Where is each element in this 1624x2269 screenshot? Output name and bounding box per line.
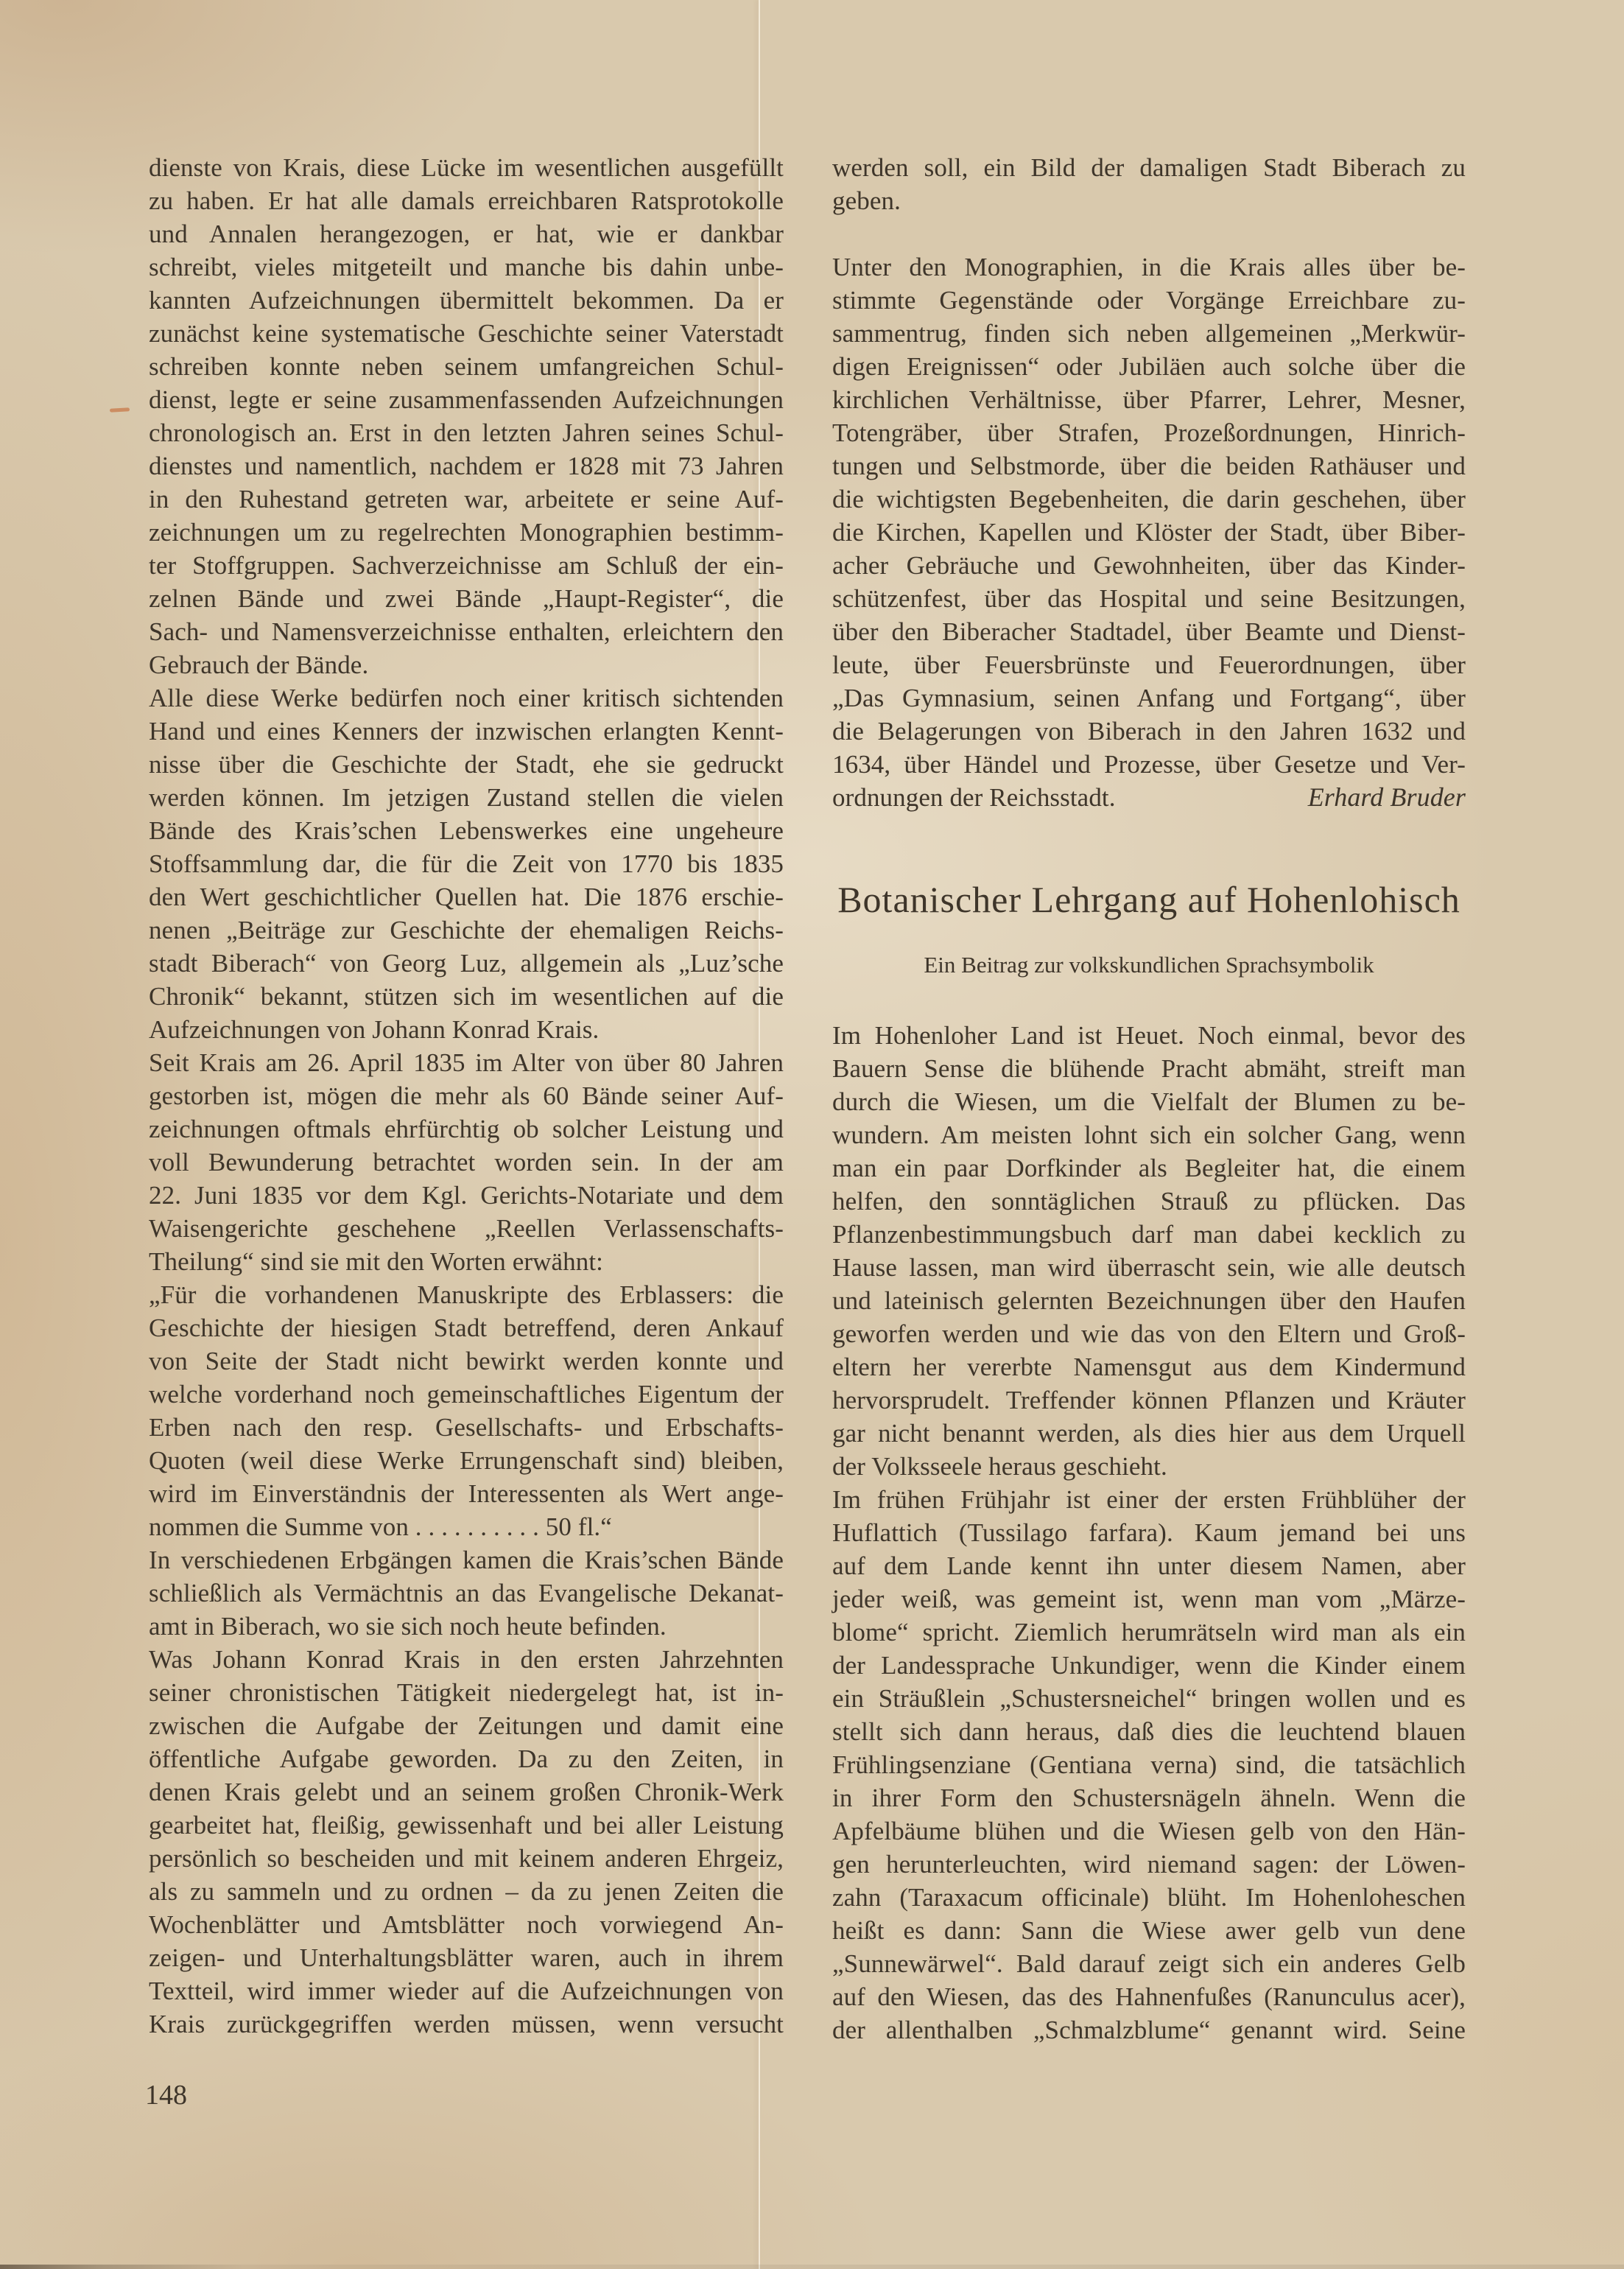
text-line: kannten Aufzeichnungen übermittelt bekommen. Da er (149, 286, 784, 315)
text-line: Krais zurückgegriffen werden müssen, wenn versucht (149, 2010, 784, 2038)
text-line: Bände des Krais’schen Lebenswerkes eine ungeheure (149, 816, 784, 845)
text-line: Erben nach den resp. Gesellschafts- und Erbschafts- (149, 1413, 784, 1442)
signature-line (832, 781, 1466, 814)
text-line: helfen, den sonntäglichen Strauß zu pflücken. Das (832, 1187, 1466, 1216)
text-line: die wichtigsten Begebenheiten, die darin geschehen, über (832, 485, 1466, 513)
text-line: Bauern Sense die blühende Pracht abmäht, streift man (832, 1054, 1466, 1083)
text-line: geworfen werden und wie das von den Eltern und Groß- (832, 1319, 1466, 1348)
article-subheading: Ein Beitrag zur volkskundlichen Sprachsymbolik (924, 952, 1374, 978)
text-line: Hand und eines Kenners der inzwischen erlangten Kennt- (149, 717, 784, 746)
text-line: blome“ spricht. Ziemlich herumrätseln wird man als ein (832, 1618, 1466, 1646)
text-line: die Belagerungen von Biberach in den Jahren 1632 und (832, 717, 1466, 746)
text-line: ein Sträußlein „Schustersneichel“ bringen wollen und es (832, 1684, 1466, 1713)
text-line: gestorben ist, mögen die mehr als 60 Bände seiner Auf- (149, 1081, 784, 1110)
text-line: man ein paar Dorfkinder als Begleiter hat, die einem (832, 1154, 1466, 1182)
text-line: tungen und Selbstmorde, über die beiden Rathäuser und (832, 452, 1466, 480)
text-line: durch die Wiesen, um die Vielfalt der Blumen zu be- (832, 1087, 1466, 1116)
text-line: 1634, über Händel und Prozesse, über Gesetze und Ver- (832, 750, 1466, 779)
text-line: zelnen Bände und zwei Bände „Haupt-Register“, die (149, 584, 784, 613)
text-line: Totengräber, über Strafen, Prozeßordnungen, Hinrich- (832, 418, 1466, 447)
text-line: persönlich so bescheiden und mit keinem anderen Ehrgeiz, (149, 1844, 784, 1873)
text-line: In verschiedenen Erbgängen kamen die Krais’schen Bände (149, 1546, 784, 1574)
text-line: dienste von Krais, diese Lücke im wesentlichen ausgefüllt (149, 153, 784, 182)
text-line: stimmte Gegenstände oder Vorgänge Erreichbare zu- (832, 286, 1466, 315)
text-line: der allenthalben „Schmalzblume“ genannt wird. Seine (832, 2016, 1466, 2044)
text-line: die Kirchen, Kapellen und Klöster der Stadt, über Biber- (832, 518, 1466, 547)
text-line: zeigen- und Unterhaltungsblätter waren, auch in ihrem (149, 1943, 784, 1972)
text-line: schließlich als Vermächtnis an das Evangelische Dekanat- (149, 1579, 784, 1607)
text-line: Stoffsammlung dar, die für die Zeit von 1770 bis 1835 (149, 849, 784, 878)
text-line: und Annalen herangezogen, er hat, wie er dankbar (149, 220, 784, 248)
text-line: „Sunnewärwel“. Bald darauf zeigt sich ein anderes Gelb (832, 1949, 1466, 1978)
text-line: über den Biberacher Stadtadel, über Beamte und Dienst- (832, 617, 1466, 646)
paragraph (832, 250, 1466, 781)
text-line: dienstes und namentlich, nachdem er 1828 mit 73 Jahren (149, 452, 784, 480)
text-line: als zu sammeln und zu ordnen – da zu jenen Zeiten die (149, 1877, 784, 1906)
text-line: 22. Juni 1835 vor dem Kgl. Gerichts-Notariate und dem (149, 1181, 784, 1210)
text-line: ter Stoffgruppen. Sachverzeichnisse am Schluß der ein- (149, 551, 784, 580)
text-line: kirchlichen Verhältnisse, über Pfarrer, Lehrer, Mesner, (832, 385, 1466, 414)
text-line: Was Johann Konrad Krais in den ersten Jahrzehnten (149, 1645, 784, 1674)
text-line: Frühlingsenziane (Gentiana verna) sind, die tatsächlich (832, 1750, 1466, 1779)
text-line: nenen „Beiträge zur Geschichte der ehemaligen Reichs- (149, 916, 784, 944)
text-line: schreiben konnte neben seinem umfangreichen Schul- (149, 352, 784, 381)
text-line: Seit Krais am 26. April 1835 im Alter von über 80 Jahren (149, 1048, 784, 1077)
text-line: öffentliche Aufgabe geworden. Da zu den Zeiten, in (149, 1744, 784, 1773)
text-line: wird im Einverständnis der Interessenten als Wert ange- (149, 1479, 784, 1508)
text-line: voll Bewunderung betrachtet worden sein. In der am (149, 1148, 784, 1176)
text-line: von Seite der Stadt nicht bewirkt werden konnte und (149, 1347, 784, 1375)
text-line: Chronik“ bekannt, stützen sich im wesentlichen auf die (149, 982, 784, 1011)
text-line: und lateinisch gelernten Bezeichnungen über den Haufen (832, 1286, 1466, 1315)
text-line: „Für die vorhandenen Manuskripte des Erblassers: die (149, 1280, 784, 1309)
text-line: Gebrauch der Bände. (149, 650, 369, 679)
text-line: Im Hohenloher Land ist Heuet. Noch einmal, bevor des (832, 1021, 1466, 1050)
text-line: Wochenblätter und Amtsblätter noch vorwiegend An- (149, 1910, 784, 1939)
paragraph (149, 151, 784, 681)
text-line: wundern. Am meisten lohnt sich ein solcher Gang, wenn (832, 1121, 1466, 1149)
paragraph (149, 1046, 784, 1278)
text-line: digen Ereignissen“ oder Jubiläen auch solche über die (832, 352, 1466, 381)
text-line: Im frühen Frühjahr ist einer der ersten Frühblüher der (832, 1485, 1466, 1514)
text-line: auf den Wiesen, das des Hahnenfußes (Ranunculus acer), (832, 1982, 1466, 2011)
text-line: Aufzeichnungen von Johann Konrad Krais. (149, 1015, 600, 1044)
text-line: gar nicht benannt werden, als dies hier aus dem Urquell (832, 1419, 1466, 1448)
right-column (832, 151, 1466, 2047)
text-line: eltern her vererbte Namensgut aus dem Kindermund (832, 1353, 1466, 1381)
text-line: schreibt, vieles mitgeteilt und manche bis dahin unbe- (149, 253, 784, 281)
text-line: Pflanzenbestimmungsbuch darf man dabei kecklich zu (832, 1220, 1466, 1249)
text-line: zahn (Taraxacum officinale) blüht. Im Hohenloheschen (832, 1883, 1466, 1912)
text-line: zeichnungen um zu regelrechten Monographien bestimm- (149, 518, 784, 547)
text-line: Huflattich (Tussilago farfara). Kaum jemand bei uns (832, 1518, 1466, 1547)
text-line: zu haben. Er hat alle damals erreichbaren Ratsprotokolle (149, 186, 784, 215)
text-line: chronologisch an. Erst in den letzten Jahren seines Schul- (149, 418, 784, 447)
paragraph (149, 681, 784, 1046)
text-line: in den Ruhestand getreten war, arbeitete er seine Auf- (149, 485, 784, 513)
text-line: Unter den Monographien, in die Krais alles über be- (832, 253, 1466, 281)
text-line: Sach- und Namensverzeichnisse enthalten, erleichtern den (149, 617, 784, 646)
paragraph (149, 1278, 784, 1543)
text-line: denen Krais gelebt und an seinem großen Chronik-Werk (149, 1778, 784, 1806)
text-line: gearbeitet hat, fleißig, gewissenhaft und bei aller Leistung (149, 1811, 784, 1840)
text-line: werden können. Im jetzigen Zustand stellen die vielen (149, 783, 784, 812)
text-line: zeichnungen oftmals ehrfürchtig ob solcher Leistung und (149, 1115, 784, 1143)
paragraph (832, 1483, 1466, 2047)
text-line: zunächst keine systematische Geschichte seiner Vaterstadt (149, 319, 784, 348)
text-line: welche vorderhand noch gemeinschaftliches Eigentum der (149, 1380, 784, 1409)
text-line: stellt sich dann heraus, daß dies die leuchtend blauen (832, 1717, 1466, 1746)
text-line: seiner chronistischen Tätigkeit niedergelegt hat, ist in- (149, 1678, 784, 1707)
text-line: stadt Biberach“ von Georg Luz, allgemein als „Luz’sche (149, 949, 784, 978)
text-line: schützenfest, über das Hospital und seine Besitzungen, (832, 584, 1466, 613)
text-line: Apfelbäume blühen und die Wiesen gelb von den Hän- (832, 1817, 1466, 1845)
text-line: jeder weiß, was gemeint ist, wenn man vom „Märze- (832, 1585, 1466, 1613)
paragraph (149, 1643, 784, 2041)
text-line: acher Gebräuche und Gewohnheiten, über das Kinder- (832, 551, 1466, 580)
text-line: Alle diese Werke bedürfen noch einer kritisch sichtenden (149, 684, 784, 712)
text-line: der Landessprache Unkundiger, wenn die Kinder einem (832, 1651, 1466, 1680)
text-line: auf dem Lande kennt ihn unter diesem Namen, aber (832, 1551, 1466, 1580)
text-line: den Wert geschichtlicher Quellen hat. Die 1876 erschie- (149, 883, 784, 911)
scan-edge-shadow (0, 2265, 1624, 2269)
text-line: amt in Biberach, wo sie sich noch heute befinden. (149, 1612, 667, 1641)
text-line: Waisengerichte geschehene „Reellen Verlassenschafts- (149, 1214, 784, 1243)
left-column (149, 151, 784, 2041)
margin-pencil-mark (110, 407, 130, 412)
text-line: hervorsprudelt. Treffender können Pflanzen und Kräuter (832, 1386, 1466, 1414)
author-signature: Erhard Bruder (1307, 782, 1466, 812)
paragraph-gap (832, 217, 1466, 250)
text-line: leute, über Feuersbrünste und Feuerordnungen, über (832, 650, 1466, 679)
text-line: ordnungen der Reichsstadt. (832, 783, 1116, 812)
text-line: nommen die Summe von . . . . . . . . . . 50 fl.“ (149, 1512, 612, 1541)
text-line: Geschichte der hiesigen Stadt betreffend, deren Ankauf (149, 1314, 784, 1342)
text-line: geben. (832, 186, 901, 215)
text-line: der Volksseele heraus geschieht. (832, 1452, 1167, 1481)
text-line: Quoten (weil diese Werke Errungenschaft sind) bleiben, (149, 1446, 784, 1475)
page-number: 148 (145, 2080, 187, 2111)
text-line: „Das Gymnasium, seinen Anfang und Fortgang“, über (832, 684, 1466, 712)
paragraph (149, 1543, 784, 1643)
text-line: dienst, legte er seine zusammenfassenden Aufzeichnungen (149, 385, 784, 414)
article-heading: Botanischer Lehrgang auf Hohenlohisch (837, 879, 1460, 920)
paragraph (832, 151, 1466, 217)
text-line: sammentrug, finden sich neben allgemeinen „Merkwür- (832, 319, 1466, 348)
text-line: zwischen die Aufgabe der Zeitungen und damit eine (149, 1711, 784, 1740)
text-line: Theilung“ sind sie mit den Worten erwähnt: (149, 1247, 603, 1276)
paragraph (832, 1019, 1466, 1483)
text-line: in ihrer Form den Schustersnägeln ähneln. Wenn die (832, 1784, 1466, 1812)
text-line: werden soll, ein Bild der damaligen Stadt Biberach zu (832, 153, 1466, 182)
text-line: Hause lassen, man wird überrascht sein, wie alle deutsch (832, 1253, 1466, 1282)
text-line: nisse über die Geschichte der Stadt, ehe sie gedruckt (149, 750, 784, 779)
text-line: heißt es dann: Sann die Wiese awer gelb vun dene (832, 1916, 1466, 1945)
text-line: Textteil, wird immer wieder auf die Aufzeichnungen von (149, 1977, 784, 2005)
text-line: gen herunterleuchten, wird niemand sagen: der Löwen- (832, 1850, 1466, 1879)
